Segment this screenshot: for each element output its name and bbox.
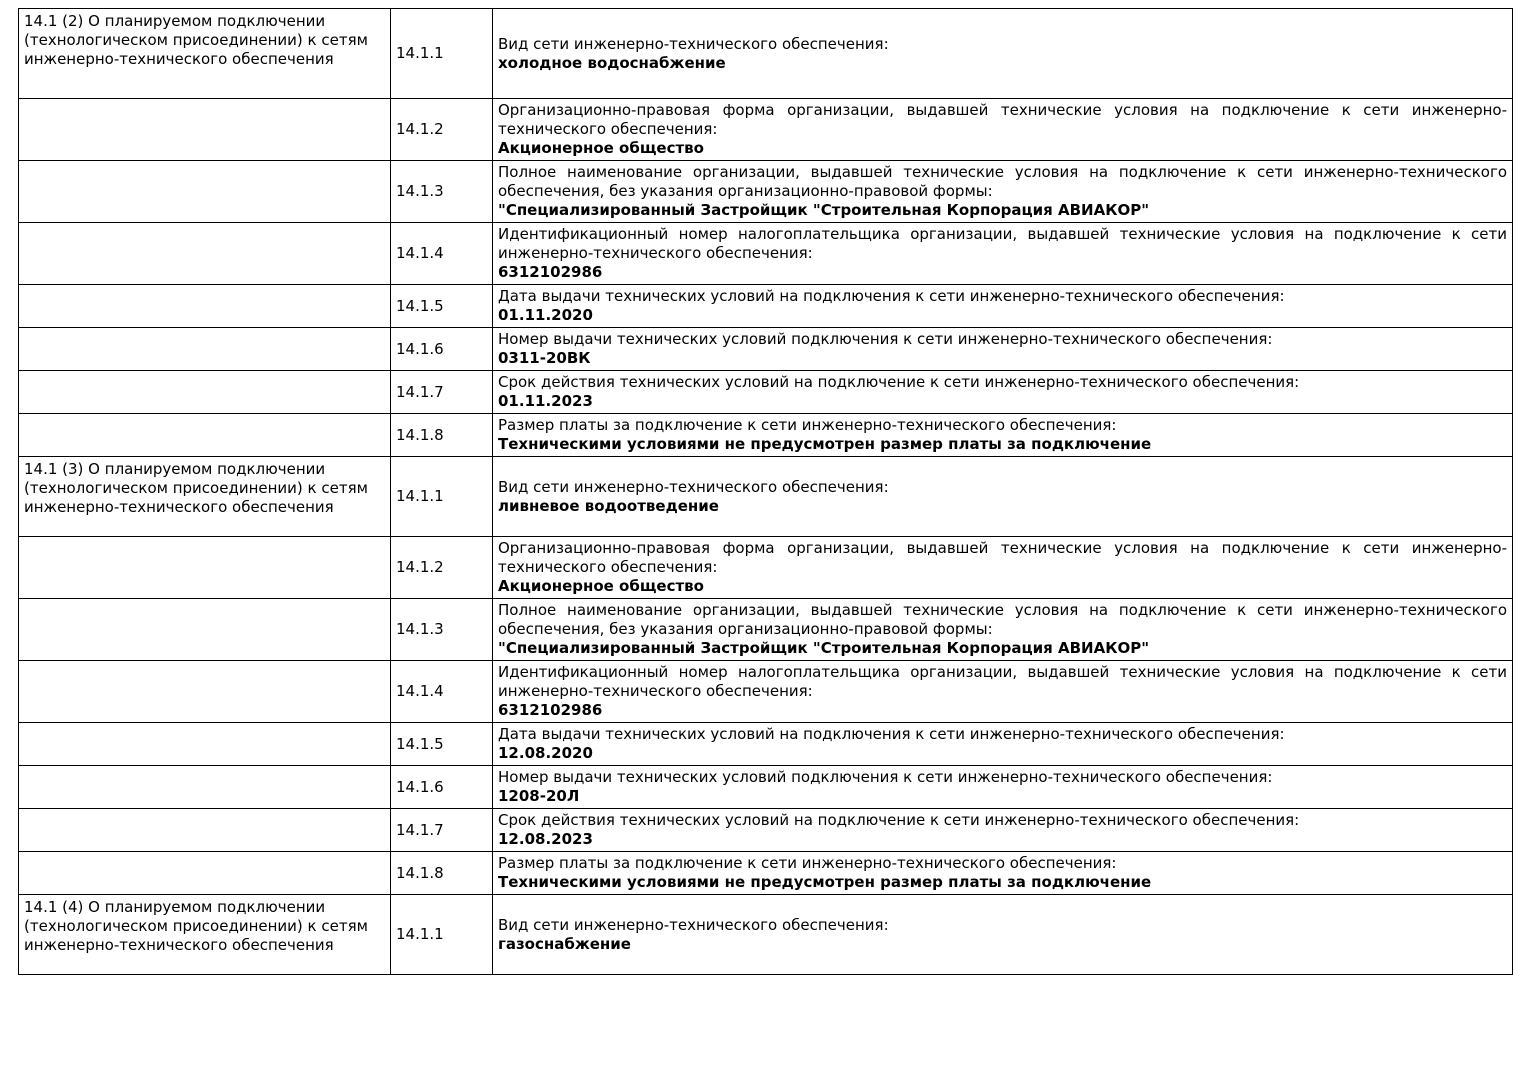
field-value: 6312102986 xyxy=(498,701,603,719)
section-title-cell xyxy=(19,457,391,537)
empty-cell xyxy=(19,161,391,223)
field-value: 1208-20Л xyxy=(498,787,580,805)
field-label: Номер выдачи технических условий подключения к сети инженерно-технического обеспечения: xyxy=(498,330,1273,348)
content-cell xyxy=(493,414,1513,457)
table-row xyxy=(19,414,1513,457)
field-label: Вид сети инженерно-технического обеспечения: xyxy=(498,34,889,53)
field-value: Акционерное общество xyxy=(498,139,704,157)
content-cell xyxy=(493,328,1513,371)
table-row xyxy=(19,457,1513,537)
code-cell: 14.1.2 xyxy=(391,99,493,161)
field-label: Дата выдачи технических условий на подключения к сети инженерно-технического обеспечения: xyxy=(498,287,1285,305)
code-cell: 14.1.8 xyxy=(391,414,493,457)
field-label: Номер выдачи технических условий подключения к сети инженерно-технического обеспечения: xyxy=(498,768,1273,786)
code-cell: 14.1.3 xyxy=(391,161,493,223)
table-row xyxy=(19,723,1513,766)
empty-cell xyxy=(19,723,391,766)
field-value: "Специализированный Застройщик "Строительная Корпорация АВИАКОР" xyxy=(498,639,1150,657)
content-cell xyxy=(493,723,1513,766)
content-cell xyxy=(493,285,1513,328)
code-cell: 14.1.4 xyxy=(391,661,493,723)
field-label: Размер платы за подключение к сети инженерно-технического обеспечения: xyxy=(498,416,1117,434)
code-cell: 14.1.6 xyxy=(391,766,493,809)
code-cell: 14.1.3 xyxy=(391,599,493,661)
content-cell xyxy=(493,895,1513,975)
field-value: 6312102986 xyxy=(498,263,603,281)
table-row xyxy=(19,599,1513,661)
field-label: Вид сети инженерно-технического обеспечения: xyxy=(498,915,889,934)
field-value: 0311-20ВК xyxy=(498,349,591,367)
content-cell xyxy=(493,223,1513,285)
code-cell: 14.1.1 xyxy=(391,457,493,537)
field-label: Идентификационный номер налогоплательщика организации, выдавшей технические условия на подключение к сети инженерно-технического обеспечения: xyxy=(498,225,1507,262)
code-cell: 14.1.6 xyxy=(391,328,493,371)
code-cell: 14.1.1 xyxy=(391,895,493,975)
table-row xyxy=(19,9,1513,99)
field-label: Идентификационный номер налогоплательщика организации, выдавшей технические условия на подключение к сети инженерно-технического обеспечения: xyxy=(498,663,1507,700)
field-value: ливневое водоотведение xyxy=(498,496,719,515)
content-cell xyxy=(493,9,1513,99)
field-label: Вид сети инженерно-технического обеспечения: xyxy=(498,477,889,496)
content-cell xyxy=(493,809,1513,852)
table-row xyxy=(19,161,1513,223)
empty-cell xyxy=(19,852,391,895)
section-title-cell xyxy=(19,9,391,99)
empty-cell xyxy=(19,537,391,599)
field-label: Организационно-правовая форма организации, выдавшей технические условия на подключение к сети инженерно-технического обеспечения: xyxy=(498,539,1507,576)
table-row xyxy=(19,537,1513,599)
field-value: 12.08.2023 xyxy=(498,830,593,848)
content-cell xyxy=(493,371,1513,414)
empty-cell xyxy=(19,328,391,371)
code-cell: 14.1.5 xyxy=(391,285,493,328)
field-label: Организационно-правовая форма организации, выдавшей технические условия на подключение к сети инженерно-технического обеспечения: xyxy=(498,101,1507,138)
empty-cell xyxy=(19,223,391,285)
empty-cell xyxy=(19,99,391,161)
table-row xyxy=(19,895,1513,975)
field-value: холодное водоснабжение xyxy=(498,53,726,72)
code-cell: 14.1.7 xyxy=(391,371,493,414)
code-cell: 14.1.7 xyxy=(391,809,493,852)
code-cell: 14.1.8 xyxy=(391,852,493,895)
table-row xyxy=(19,328,1513,371)
table-row xyxy=(19,809,1513,852)
empty-cell xyxy=(19,285,391,328)
empty-cell xyxy=(19,809,391,852)
empty-cell xyxy=(19,414,391,457)
code-cell: 14.1.5 xyxy=(391,723,493,766)
field-label: Размер платы за подключение к сети инженерно-технического обеспечения: xyxy=(498,854,1117,872)
empty-cell xyxy=(19,766,391,809)
table-row xyxy=(19,285,1513,328)
empty-cell xyxy=(19,599,391,661)
field-value: "Специализированный Застройщик "Строительная Корпорация АВИАКОР" xyxy=(498,201,1150,219)
section-title: 14.1 (2) О планируемом подключении (технологическом присоединении) к сетям инженерно-технического обеспечения xyxy=(24,12,368,68)
content-cell xyxy=(493,99,1513,161)
field-value: 01.11.2020 xyxy=(498,306,593,324)
section-title: 14.1 (3) О планируемом подключении (технологическом присоединении) к сетям инженерно-технического обеспечения xyxy=(24,460,368,516)
content-cell xyxy=(493,161,1513,223)
code-cell: 14.1.4 xyxy=(391,223,493,285)
section-title-cell xyxy=(19,895,391,975)
content-cell xyxy=(493,852,1513,895)
table-row xyxy=(19,223,1513,285)
content-cell xyxy=(493,766,1513,809)
table-row xyxy=(19,99,1513,161)
content-cell xyxy=(493,537,1513,599)
code-cell: 14.1.1 xyxy=(391,9,493,99)
field-value: Акционерное общество xyxy=(498,577,704,595)
field-value: 12.08.2020 xyxy=(498,744,593,762)
code-cell: 14.1.2 xyxy=(391,537,493,599)
field-value: Техническими условиями не предусмотрен размер платы за подключение xyxy=(498,435,1152,453)
field-value: Техническими условиями не предусмотрен размер платы за подключение xyxy=(498,873,1152,891)
field-label: Полное наименование организации, выдавшей технические условия на подключение к сети инженерно-технического обеспечения, без указания организационно-правовой формы: xyxy=(498,601,1507,638)
declaration-table xyxy=(18,8,1513,975)
field-label: Срок действия технических условий на подключение к сети инженерно-технического обеспечения: xyxy=(498,811,1300,829)
field-value: 01.11.2023 xyxy=(498,392,593,410)
section-title: 14.1 (4) О планируемом подключении (технологическом присоединении) к сетям инженерно-технического обеспечения xyxy=(24,898,368,954)
content-cell xyxy=(493,661,1513,723)
content-cell xyxy=(493,457,1513,537)
field-value: газоснабжение xyxy=(498,934,631,953)
table-row xyxy=(19,852,1513,895)
field-label: Полное наименование организации, выдавшей технические условия на подключение к сети инженерно-технического обеспечения, без указания организационно-правовой формы: xyxy=(498,163,1507,200)
table-row xyxy=(19,371,1513,414)
field-label: Срок действия технических условий на подключение к сети инженерно-технического обеспечения: xyxy=(498,373,1300,391)
table-row xyxy=(19,661,1513,723)
content-cell xyxy=(493,599,1513,661)
field-label: Дата выдачи технических условий на подключения к сети инженерно-технического обеспечения: xyxy=(498,725,1285,743)
empty-cell xyxy=(19,371,391,414)
empty-cell xyxy=(19,661,391,723)
table-row xyxy=(19,766,1513,809)
